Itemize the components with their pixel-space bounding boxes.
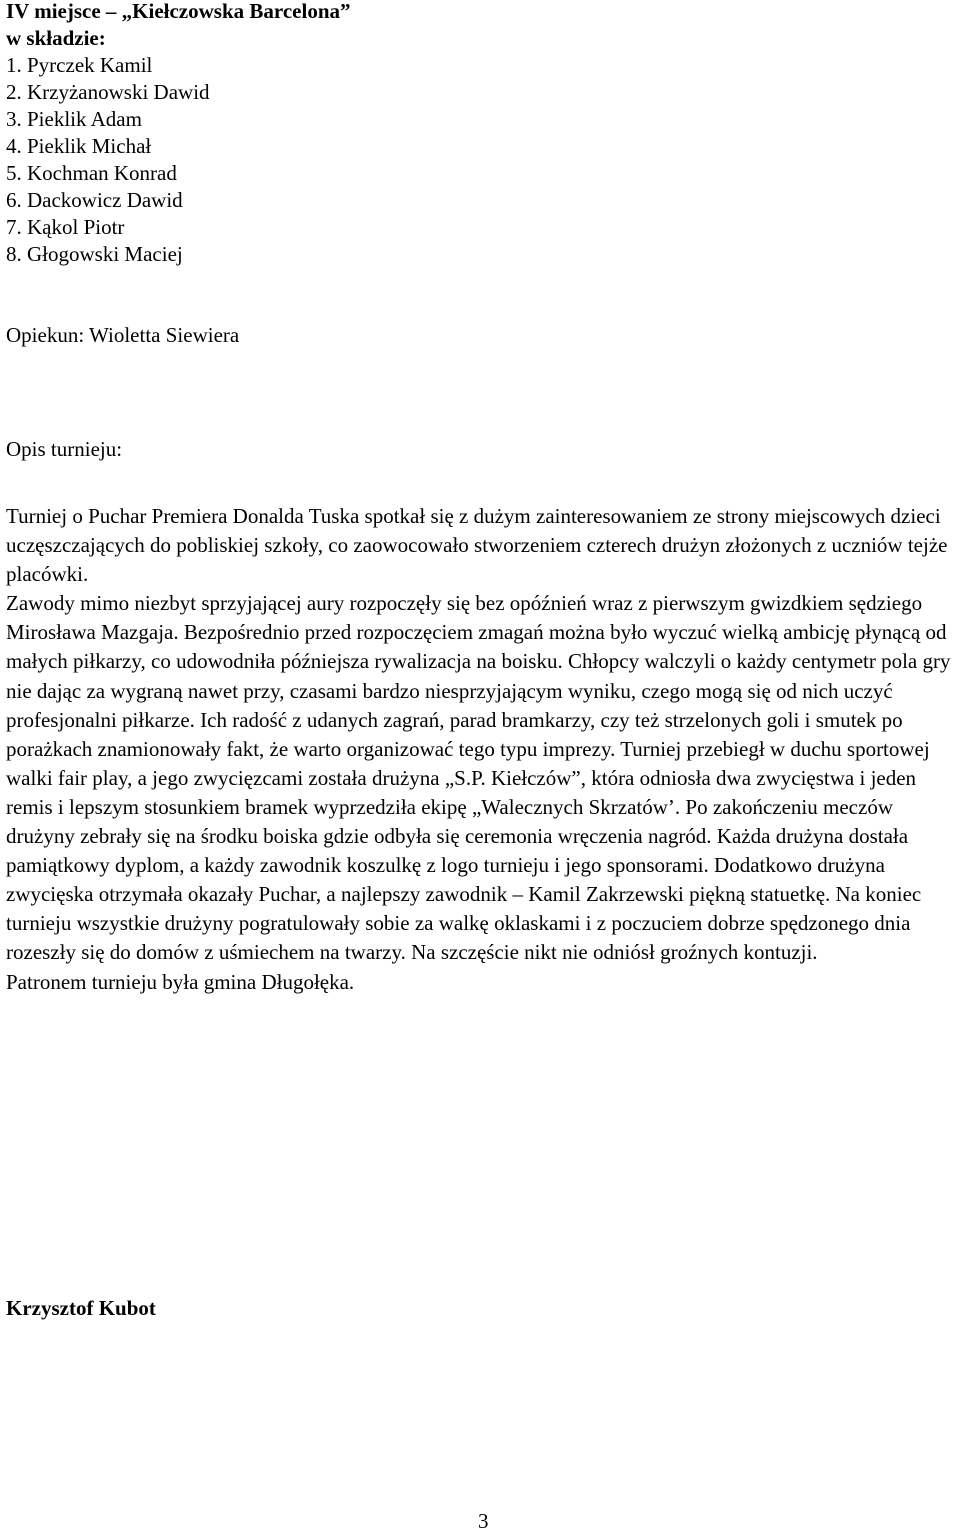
player-list xyxy=(6,52,566,268)
list-item: 5. Kochman Konrad xyxy=(6,161,177,185)
list-item: 1. Pyrczek Kamil xyxy=(6,53,153,77)
list-item: 2. Krzyżanowski Dawid xyxy=(6,80,210,104)
list-item: 4. Pieklik Michał xyxy=(6,134,152,158)
description-body xyxy=(6,502,958,997)
description-heading: Opis turnieju: xyxy=(6,437,123,461)
page-number: 3 xyxy=(478,1509,489,1533)
team-subtitle: w składzie: xyxy=(6,26,106,50)
caretaker-line: Opiekun: Wioletta Siewiera xyxy=(6,323,240,347)
list-item: 7. Kąkol Piotr xyxy=(6,215,125,239)
list-item: 8. Głogowski Maciej xyxy=(6,242,183,266)
team-title: IV miejsce – „Kiełczowska Barcelona” xyxy=(6,0,351,23)
description-paragraph: Zawody mimo niezbyt sprzyjającej aury rozpoczęły się bez opóźnień wraz z pierwszym gwizdkiem sędziego Mirosława Mazgaja. Bezpośrednio przed rozpoczęciem zmagań można było wyczuć wielką ambicję płynącą od małych piłkarzy, co udowodniła późniejsza rywalizacja na boisku. Chłopcy walczyli o każdy centymetr pola gry nie dając za wygraną nawet przy, czasami bardzo niesprzyjającym wyniku, czego mogą się od nich uczyć profesjonalni piłkarze. Ich radość z udanych zagrań, parad bramkarzy, czy też strzelonych goli i smutek po porażkach znamionowały fakt, że warto organizować tego typu imprezy. Turniej przebiegł w duchu sportowej walki fair play, a jego zwycięzcami została drużyna „S.P. Kiełczów”, która odniosła dwa zwycięstwa i jeden remis i lepszym stosunkiem bramek wyprzedziła ekipę „Walecznych Skrzatów’. Po zakończeniu meczów drużyny zebrały się na środku boiska gdzie odbyła się ceremonia wręczenia nagród. Każda drużyna dostała pamiątkowy dyplom, a każdy zawodnik koszulkę z logo turnieju i jego sponsorami. Dodatkowo drużyna zwycięska otrzymała okazały Puchar, a najlepszy zawodnik – Kamil Zakrzewski piękną statuetkę. Na koniec turnieju wszystkie drużyny pogratulowały sobie za walkę oklaskami i z poczuciem dobrze spędzonego dnia rozeszły się do domów z uśmiechem na twarzy. Na szczęście nikt nie odniósł groźnych kontuzji. xyxy=(6,591,951,965)
team-section xyxy=(6,0,566,268)
description-paragraph: Patronem turnieju była gmina Długołęka. xyxy=(6,969,355,994)
list-item: 6. Dackowicz Dawid xyxy=(6,188,183,212)
description-paragraph: Turniej o Puchar Premiera Donalda Tuska spotkał się z dużym zainteresowaniem ze strony miejscowych dzieci uczęszczających do pobliskiej szkoły, co zaowocowało stworzeniem czterech drużyn złożonych z uczniów tejże placówki. xyxy=(6,504,948,587)
author-signature: Krzysztof Kubot xyxy=(6,1296,156,1320)
list-item: 3. Pieklik Adam xyxy=(6,107,142,131)
